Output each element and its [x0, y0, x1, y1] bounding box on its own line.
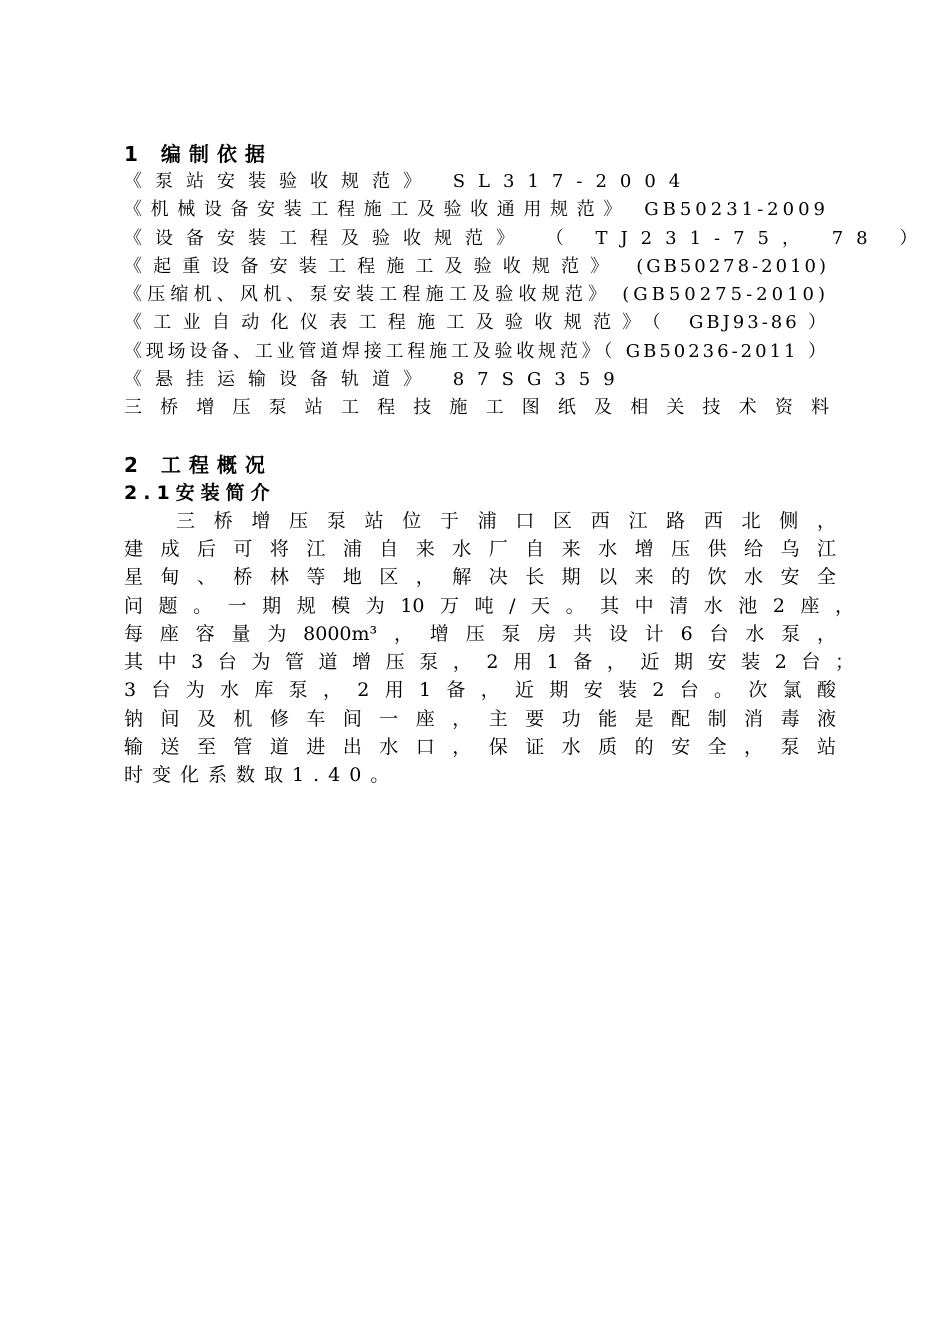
reference-item: 《现场设备、工业管道焊接工程施工及验收规范》（ GB50236-2011 ）: [124, 340, 829, 362]
reference-item: 《机械设备安装工程施工及验收通用规范》 GB50231-2009: [124, 199, 829, 221]
reference-item: 《压缩机、风机、泵安装工程施工及验收规范》 (GB50275-2010): [124, 284, 829, 306]
paragraph-line: 钠间及机修车间一座，主要功能是配制消毒液: [124, 707, 836, 730]
section-2-heading: 2 工程概况: [124, 452, 273, 477]
reference-list: [124, 168, 931, 423]
reference-item: 三桥增压泵站工程技施工图纸及相关技术资料: [124, 397, 829, 419]
paragraph-line: 建成后可将江浦自来水厂自来水增压供给乌江: [124, 537, 836, 560]
section-2-1-heading: 2.1安装简介: [124, 481, 276, 504]
paragraph-line: 3台为水库泵，2用1备，近期安装2台。次氯酸: [124, 679, 836, 702]
paragraph-line: 其中3台为管道增压泵，2用1备，近期安装2台；: [124, 651, 854, 674]
reference-item: 《起重设备安装工程施工及验收规范》 (GB50278-2010): [124, 255, 829, 277]
spacer: [124, 423, 836, 451]
paragraph-line: 星甸、桥林等地区，解决长期以来的饮水安全: [124, 566, 836, 589]
document-body: [124, 140, 931, 790]
paragraph-line: 输送至管道进出水口，保证水质的安全，泵站: [124, 736, 836, 759]
reference-item: 《设备安装工程及验收规范》 （ TJ231-75， 78 ）: [124, 227, 931, 249]
reference-item: 《工业自动化仪表工程施工及验收规范》（ GBJ93-86）: [124, 312, 829, 334]
paragraph-line: 时变化系数取1.40。: [124, 764, 399, 787]
reference-item: 《悬挂运输设备轨道》 87SG359: [124, 369, 628, 391]
installation-intro-paragraph: [124, 507, 854, 790]
paragraph-line: 问题。一期规模为10万吨/天。其中清水池2座，: [124, 594, 854, 617]
paragraph-line: 每座容量为8000m³，增压泵房共设计6台水泵，: [124, 622, 836, 645]
section-1-heading: 1 编制依据: [124, 142, 273, 166]
reference-item: 《泵站安装验收规范》 SL317-2004: [124, 171, 694, 192]
paragraph-line: 三桥增压泵站位于浦口区西江路西北侧，: [176, 509, 836, 532]
